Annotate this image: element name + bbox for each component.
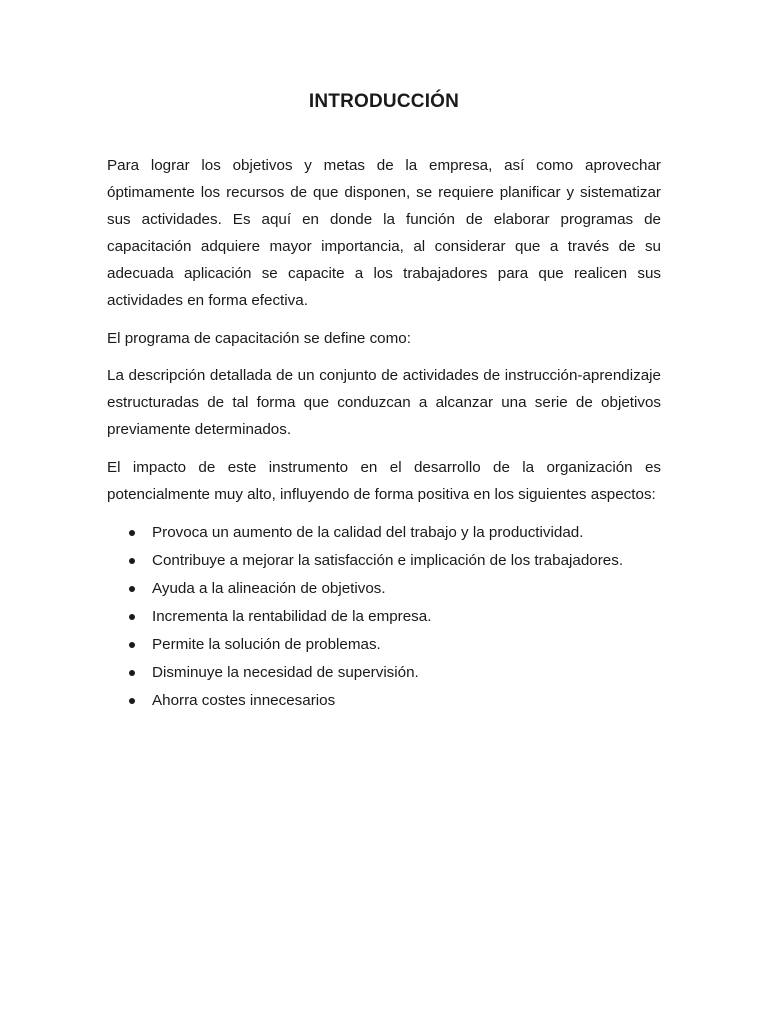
paragraph-definition: La descripción detallada de un conjunto de actividades de instrucción-aprendizaje estructuradas de tal forma que conduzcan a alcanzar una serie de objetivos previamente determinados. [107, 367, 661, 438]
paragraph-impact: El impacto de este instrumento en el desarrollo de la organización es potencialmente muy alto, influyendo de forma positiva en los siguientes aspectos: [107, 459, 661, 503]
bullet-icon [129, 642, 135, 648]
list-item-text: Ahorra costes innecesarios [152, 692, 336, 709]
bullet-icon [129, 670, 135, 676]
benefits-list [107, 519, 661, 715]
list-item-text: Contribuye a mejorar la satisfacción e implicación de los trabajadores. [152, 552, 624, 569]
bullet-icon [129, 586, 135, 592]
document-body [107, 152, 661, 715]
list-item [107, 687, 661, 715]
list-item [107, 519, 661, 547]
list-item-text: Disminuye la necesidad de supervisión. [152, 664, 419, 681]
bullet-icon [129, 698, 135, 704]
list-item-text: Ayuda a la alineación de objetivos. [152, 580, 386, 597]
list-item [107, 631, 661, 659]
paragraph-intro: Para lograr los objetivos y metas de la empresa, así como aprovechar óptimamente los recursos de que disponen, se requiere planificar y sistematizar sus actividades. Es aquí en donde la función de elaborar programas de capacitación adquiere mayor importancia, al considerar que a través de su adecuada aplicación se capacite a los trabajadores para que realicen sus actividades en forma efectiva. [107, 157, 661, 309]
paragraph-definition-lead: El programa de capacitación se define como: [107, 330, 411, 347]
list-item-text: Incrementa la rentabilidad de la empresa. [152, 608, 432, 625]
bullet-icon [129, 614, 135, 620]
list-item [107, 659, 661, 687]
page-title: INTRODUCCIÓN [308, 91, 460, 112]
list-item-text: Provoca un aumento de la calidad del trabajo y la productividad. [152, 524, 584, 541]
list-item [107, 575, 661, 603]
list-item [107, 603, 661, 631]
list-item-text: Permite la solución de problemas. [152, 636, 381, 653]
list-item [107, 547, 661, 575]
bullet-icon [129, 530, 135, 536]
bullet-icon [129, 558, 135, 564]
